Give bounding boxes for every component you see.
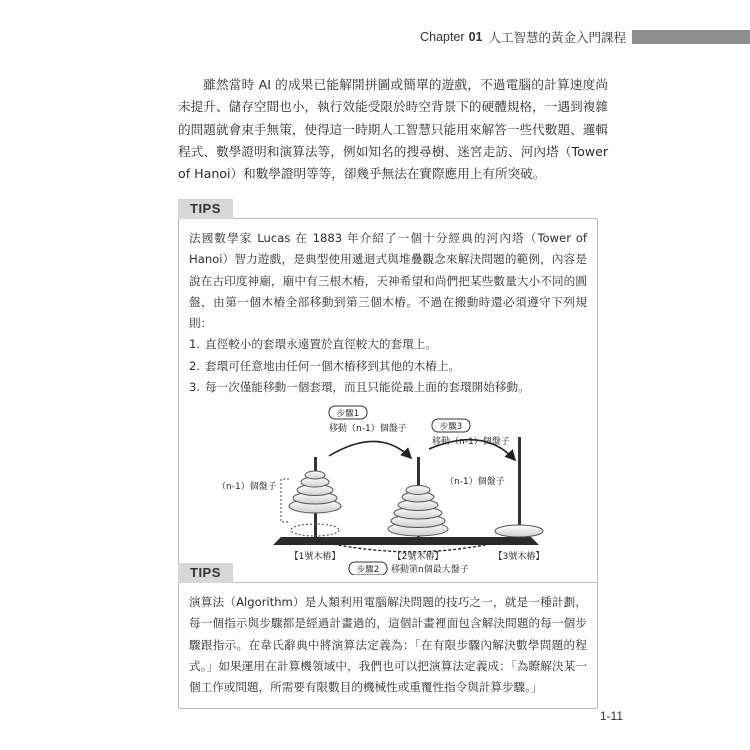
peg3-largest-disk bbox=[495, 525, 543, 537]
right-disks-label: （n-1）個盤子 bbox=[445, 477, 505, 488]
step3-text: 移動（n-1）個盤子 bbox=[432, 437, 510, 448]
step2-badge: 步驟2 bbox=[356, 565, 380, 576]
intro-paragraph: 雖然當時 AI 的成果已能解開拼圖或簡單的遊戲，不過電腦的計算速度尚未提升、儲存空間也小，執行效能受限於時空背景下的硬體規格，一遇到複雜的問題就會束手無策，使得這一時期人工智慧只能用來解答一些代數題、邏輯程式、數學證明和演算法等，例如知名的搜尋樹、迷宮走訪、河內塔（Tower of Hanoi）和數學證明等等，卻幾乎無法在實際應用上有所突破。 bbox=[178, 77, 608, 182]
tips-box-algorithm bbox=[178, 562, 598, 709]
intro-section bbox=[178, 74, 608, 185]
peg2-disk-stack bbox=[388, 486, 448, 537]
tips-paragraph: 演算法（Algorithm）是人類利用電腦解決問題的技巧之一，就是一種計劃，每一個指示與步驟都是經過計畫過的，這個計畫裡面包含解決問題的每一個步驟跟指示。在韋氏辭典中將演算法定義為：「在有限步驟內解決數學問題的程式。」如果運用在計算機領域中，我們也可以把演算法定義成：「為瞭解決某一個工作或問題，所需要有限數目的機械性或重覆性指令與計算步驟。」 bbox=[189, 595, 587, 695]
step3-badge: 步驟3 bbox=[439, 422, 463, 433]
rule-text: 每一次僅能移動一個套環，而且只能從最上面的套環開始移動。 bbox=[205, 380, 530, 395]
rule-number: 2. bbox=[189, 358, 201, 373]
page-number: 1-11 bbox=[599, 709, 623, 723]
left-dashed-bracket bbox=[281, 479, 289, 522]
chapter-number: 01 bbox=[468, 30, 483, 44]
left-disks-label: （n-1）個盤子 bbox=[217, 482, 277, 493]
chapter-word: Chapter bbox=[420, 30, 465, 44]
rule-text: 套環可任意地由任何一個木樁移到其他的木樁上。 bbox=[205, 358, 461, 373]
hanoi-svg bbox=[189, 404, 589, 575]
running-header bbox=[420, 27, 750, 47]
peg3-label: 【3號木樁】 bbox=[493, 552, 545, 563]
chapter-title: 人工智慧的黃金入門課程 bbox=[488, 30, 626, 45]
tips-content bbox=[178, 582, 598, 709]
header-bar bbox=[632, 30, 750, 44]
rule-number: 1. bbox=[189, 337, 201, 352]
rule-text: 直徑較小的套環永遠置於直徑較大的套環上。 bbox=[205, 337, 437, 352]
tips-content bbox=[178, 218, 598, 586]
rule-item bbox=[189, 356, 587, 377]
rule-number: 3. bbox=[189, 380, 201, 395]
step1-badge: 步驟1 bbox=[336, 409, 360, 420]
peg1-label: 【1號木樁】 bbox=[289, 552, 341, 563]
peg1-disk-stack bbox=[289, 471, 341, 513]
tower-of-hanoi-diagram bbox=[189, 404, 587, 575]
rule-item bbox=[189, 377, 587, 398]
base-platform bbox=[273, 537, 539, 545]
rule-item bbox=[189, 334, 587, 355]
tips-box-hanoi bbox=[178, 198, 598, 586]
peg-3 bbox=[518, 437, 521, 537]
tips-paragraph: 法國數學家 Lucas 在 1883 年介紹了一個十分經典的河內塔（Tower of Hanoi）智力遊戲，是典型使用遞迴式與堆疊觀念來解決問題的範例，內容是說在古印度神廟，廟中有三根木樁，天神希望和尚們把某些數量大小不同的圓盤，由第一個木樁全部移動到第三個木樁。不過在搬動時還必須遵守下列規則： bbox=[189, 231, 587, 331]
peg2-label: 【2號木樁】 bbox=[392, 552, 444, 563]
step1-arrow bbox=[329, 442, 411, 459]
step1-text: 移動（n-1）個盤子 bbox=[329, 424, 407, 435]
tips-label: TIPS bbox=[178, 199, 233, 219]
step2-text: 移動第n個最大盤子 bbox=[391, 565, 469, 576]
tips-label: TIPS bbox=[178, 563, 233, 583]
